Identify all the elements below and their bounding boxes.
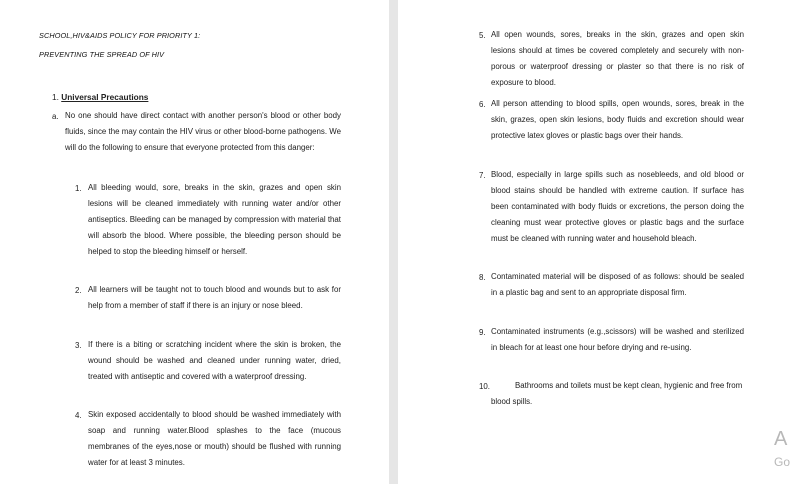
- document-page-left: [0, 0, 389, 484]
- item-2-number: 2.: [75, 286, 82, 295]
- item-9-number: 9.: [479, 328, 486, 337]
- item-1-number: 1.: [75, 184, 82, 193]
- section-title: Universal Precautions: [61, 92, 149, 102]
- policy-header-line2: PREVENTING THE SPREAD OF HIV: [39, 50, 165, 59]
- item-1-text: All bleeding would, sore, breaks in the skin, grazes and open skin lesions will be cleaned immediately with running water and/or other antiseptics. Bleeding can be managed by compression with material that will absorb the blood. Where possible, the bleeding person should be helped to stop the bleeding himself or herself.: [88, 183, 341, 256]
- item-4-text: Skin exposed accidentally to blood should be washed immediately with soap and running water.Blood splashes to the face (mucous membranes of the eyes,nose or mouth) should be flushed with running water for at least 3 minutes.: [88, 410, 341, 467]
- document-page-right: [398, 0, 790, 484]
- policy-header-line1: SCHOOL,HIV&AIDS POLICY FOR PRIORITY 1:: [39, 31, 201, 40]
- section-heading: [52, 92, 148, 102]
- item-7-number: 7.: [479, 171, 486, 180]
- item-3-text: If there is a biting or scratching incident where the skin is broken, the wound should be washed and cleaned under running water, dried, treated with antiseptic and covered with a waterproof dressing.: [88, 340, 341, 381]
- item-10-text: Bathrooms and toilets must be kept clean, hygienic and free from blood spills.: [491, 381, 743, 406]
- item-6-number: 6.: [479, 100, 486, 109]
- watermark-line1: A: [774, 428, 788, 450]
- item-8-number: 8.: [479, 273, 486, 282]
- para-a-label: a.: [52, 112, 59, 121]
- item-9-text: Contaminated instruments (e.g.,scissors) will be washed and sterilized in bleach for at least one hour before drying and re-using.: [491, 327, 744, 352]
- item-4-number: 4.: [75, 411, 82, 420]
- item-5-number: 5.: [479, 31, 486, 40]
- item-5-text: All open wounds, sores, breaks in the skin, grazes and open skin lesions should at times be covered completely and securely with non-porous or waterproof dressing or plaster so that there is no risk of exposure to blood.: [491, 30, 744, 87]
- item-7-text: Blood, especially in large spills such as nosebleeds, and old blood or blood stains should be handled with extreme caution. If surface has been contaminated with body fluids or excretions, the person doing the cleaning must wear protective gloves or plastic bags and the surface must be cleaned with running water and household bleach.: [491, 170, 744, 243]
- item-10-number: 10.: [479, 382, 490, 391]
- para-a-text: No one should have direct contact with another person's blood or other body fluids, since the may contain the HIV virus or other blood-borne pathogens. We will do the following to ensure that everyone protected from this danger:: [65, 111, 341, 152]
- item-2-text: All learners will be taught not to touch blood and wounds but to ask for help from a member of staff if there is an injury or nose bleed.: [88, 285, 341, 310]
- item-8-text: Contaminated material will be disposed of as follows: should be sealed in a plastic bag and sent to an appropriate disposal firm.: [491, 272, 744, 297]
- item-3-number: 3.: [75, 341, 82, 350]
- watermark-line2: Go: [774, 455, 790, 469]
- item-6-text: All person attending to blood spills, open wounds, sores, break in the skin, grazes, open skin lesions, body fluids and excretion should wear protective latex gloves or plastic bags over their hands.: [491, 99, 744, 140]
- section-number: 1.: [52, 92, 59, 102]
